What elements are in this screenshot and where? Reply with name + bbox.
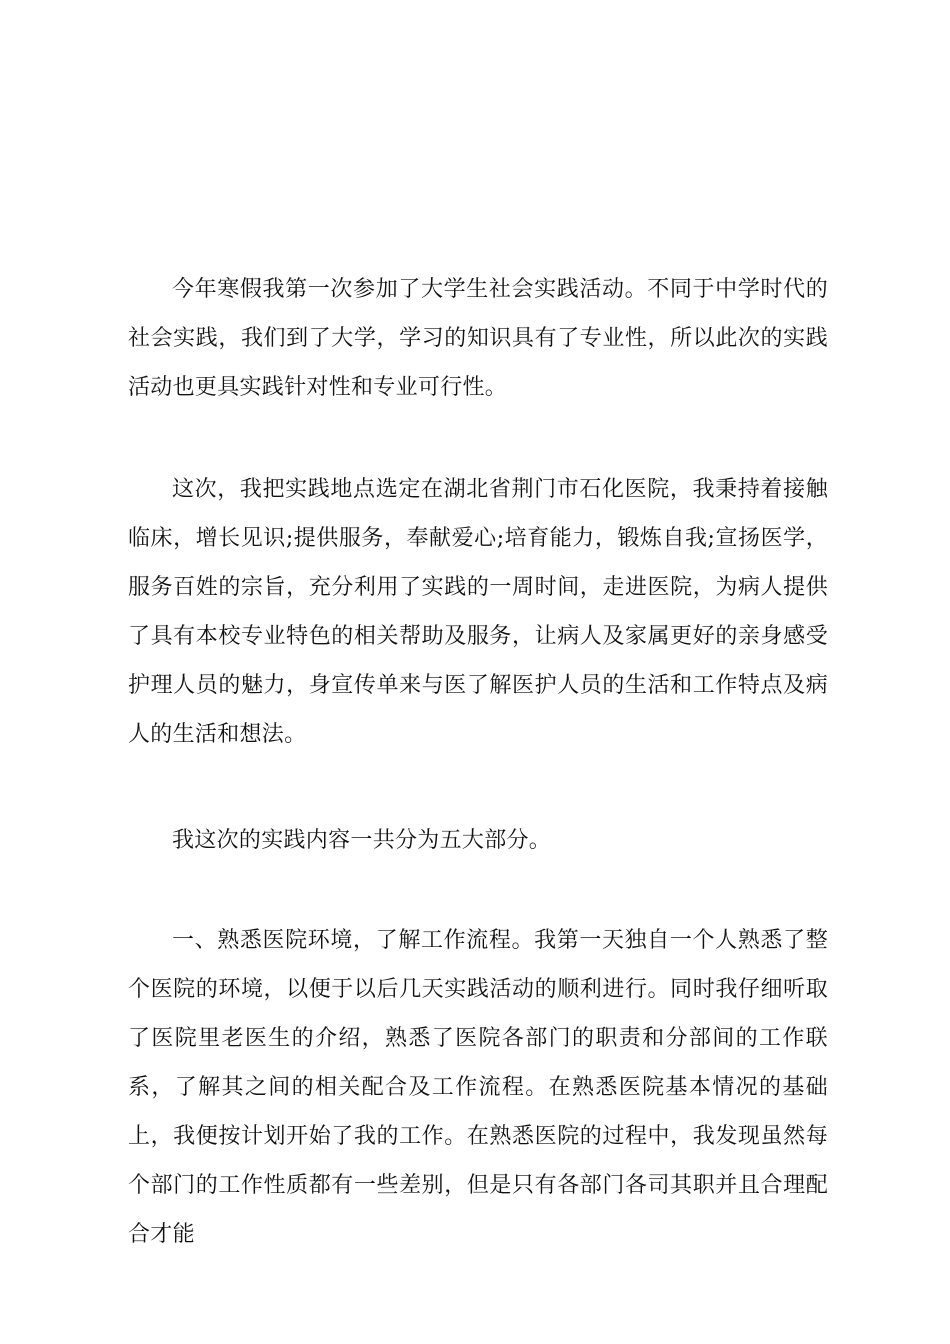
paragraph-location: 这次，我把实践地点选定在湖北省荆门市石化医院，我秉持着接触临床，增长见识;提供服务，奉献爱心;培育能力，锻炼自我;宣扬医学，服务百姓的宗旨，充分利用了实践的一周时间，走进医院，为病人提供了具有本校专业特色的相关帮助及服务，让病人及家属更好的亲身感受护理人员的魅力，身宣传单来与医了解医护人员的生活和工作特点及病人的生活和想法。 [128,477,828,747]
paragraph-overview: 我这次的实践内容一共分为五大部分。 [172,828,552,853]
paragraph-intro: 今年寒假我第一次参加了大学生社会实践活动。不同于中学时代的社会实践，我们到了大学，学习的知识具有了专业性，所以此次的实践活动也更具实践针对性和专业可行性。 [128,277,828,400]
paragraph-part-one: 一、熟悉医院环境，了解工作流程。我第一天独自一个人熟悉了整个医院的环境，以便于以后几天实践活动的顺利进行。同时我仔细听取了医院里老医生的介绍，熟悉了医院各部门的职责和分部间的工作联系，了解其之间的相关配合及工作流程。在熟悉医院基本情况的基础上，我便按计划开始了我的工作。在熟悉医院的过程中，我发现虽然每个部门的工作性质都有一些差别，但是只有各部门各司其职并且合理配合才能 [128,928,828,1247]
